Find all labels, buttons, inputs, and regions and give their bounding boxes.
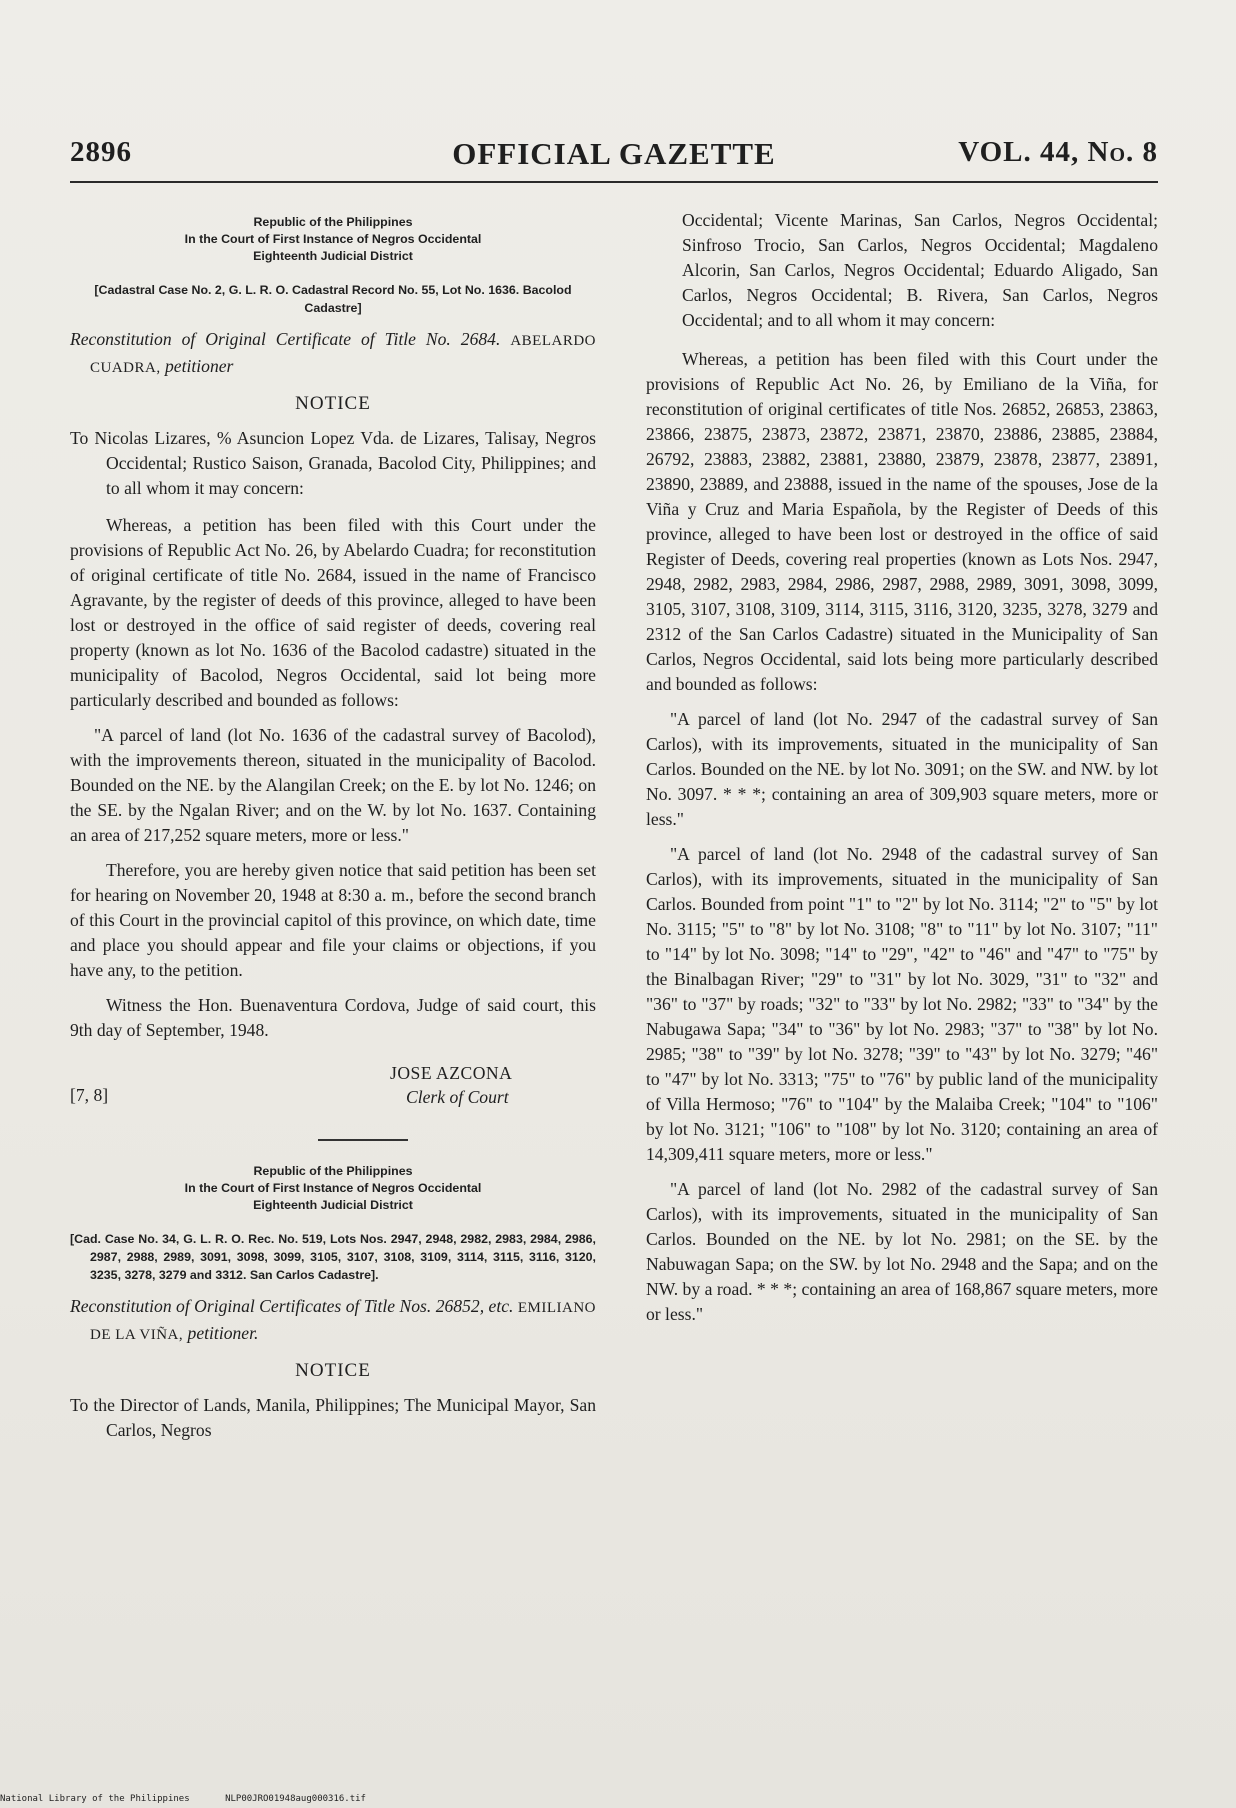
signatory-role: Clerk of Court — [406, 1087, 509, 1107]
recon-title-text: Reconstitution of Original Certificates of Title Nos. 26852, etc. — [70, 1296, 514, 1316]
paragraph: "A parcel of land (lot No. 2948 of the cadastral survey of San Carlos), with its improvements, situated in the municipality of San Carlos. Bounded from point "1" to "2" by lot No. 3114; "2" to "5" by lot No. 3115; "5" to "8" by lot No. 3108; "8" to "11" by lot No. 3107; "11" to "14" by lot No. 3098; "14" to "29", "42" to "46" and "47" to "75" by the Binalbagan River; "29" to "31" by lot No. 3029, "31" to "32" and "36" to "37" by roads; "32" to "33" by lot No. 2982; "33" to "34" by the Nabugawa Sapa; "34" to "36" by lot No. 2983; "37" to "38" by lot No. 2985; "38" to "39" by lot No. 3278; "39" to "43" by lot No. 3279; "46" to "47" by lot No. 3313; "75" to "76" by public land of the municipality of Villa Hermoso; "76" to "104" by the Malaiba Creek; "104" to "106" by lot No. 3121; "106" to "108" by lot No. 3120; containing an area of 14,309,411 square meters, more or less." — [646, 844, 1158, 1164]
library-label: National Library of the Philippines — [0, 1794, 190, 1804]
page-number: 2896 — [70, 136, 132, 168]
paragraph: Whereas, a petition has been filed with this Court under the provisions of Republic Act No. 26, by Emiliano de la Viña, for reconstitution of original certificates of title Nos. 26852, 26853, 23863, 23866, 23875, 23873, 23872, 23871, 23870, 23886, 23885, 23884, 26792, 23883, 23882, 23881, 23880, 23879, 23878, 23877, 23891, 23890, 23889, and 23888, issued in the name of the spouses, Jose de la Viña y Cruz and Maria Española, by the Register of Deeds of this province, alleged to have been lost or destroyed in the office of said Register of Deeds, covering real properties (known as Lots Nos. 2947, 2948, 2982, 2983, 2984, 2986, 2987, 2988, 2989, 3091, 3098, 3099, 3105, 3107, 3108, 3109, 3114, 3115, 3116, 3120, 3235, 3278, 3279 and 2312 of the San Carlos Cadastre) situated in the Municipality of San Carlos, Negros Occidental, said lots being more particularly described and bounded as follows: — [646, 349, 1158, 694]
header-rule — [70, 181, 1158, 183]
notice-divider — [318, 1139, 408, 1141]
issue-reference: [7, 8] — [70, 1085, 109, 1105]
court-line: In the Court of First Instance of Negros Occidental — [184, 1181, 482, 1195]
petitioner-role: petitioner. — [187, 1323, 259, 1343]
file-label: NLP00JRO01948aug000316.tif — [225, 1794, 366, 1804]
court-line: Eighteenth Judicial District — [253, 249, 413, 263]
left-column — [70, 204, 596, 1443]
paragraph: "A parcel of land (lot No. 2982 of the cadastral survey of San Carlos), with its improvements, situated in the municipality of San Carlos. Bounded on the NE. by lot No. 2981; on the SE. by the Nabuwagan Sapa; on the SW. by lot No. 2948 and the Sapa; and on the NW. by a road. * * *; containing an area of 168,867 square meters, more or less." — [646, 1179, 1158, 1324]
scan-footer — [0, 1794, 396, 1804]
notice-title-1: NOTICE — [295, 393, 371, 414]
page-header — [70, 136, 1158, 184]
right-column — [646, 208, 1158, 1337]
reconstitution-title-2 — [70, 1294, 596, 1348]
signatory-name: JOSE AZCONA — [390, 1063, 513, 1083]
paragraph: Whereas, a petition has been filed with this Court under the provisions of Republic Act No. 26, by Abelardo Cuadra; for reconstitution of original certificate of title No. 2684, issued in the name of Francisco Agravante, by the register of deeds of this province, alleged to have been lost or destroyed in the office of said register of deeds, covering real property (known as lot No. 1636 of the Bacolod cadastre) situated in the municipality of Bacolod, Negros Occidental, said lot being more particularly described and bounded as follows: — [70, 515, 596, 710]
court-heading-2 — [70, 1163, 596, 1214]
addressees-2-continued: Occidental; Vicente Marinas, San Carlos, Negros Occidental; Sinfroso Trocio, San Carlos, Negros Occidental; Magdaleno Alcorin, San Carlos, Negros Occidental; Eduardo Aligado, San Carlos, Negros Occidental; B. Rivera, San Carlos, Negros Occidental; and to all whom it may concern: — [682, 210, 1158, 330]
paragraph: Therefore, you are hereby given notice that said petition has been set for hearing on November 20, 1948 at 8:30 a. m., before the second branch of this Court in the provincial capitol of this province, on which date, time and place you should appear and file your claims or objections, if you have any, to the petition. — [70, 860, 596, 980]
notice-title-2: NOTICE — [295, 1360, 371, 1381]
court-line: Eighteenth Judicial District — [253, 1198, 413, 1212]
case-reference-2: [Cad. Case No. 34, G. L. R. O. Rec. No. 519, Lots Nos. 2947, 2948, 2982, 2983, 2984, 2986, 2987, 2988, 2989, 3091, 3098, 3099, 3105, 3107, 3108, 3109, 3114, 3115, 3116, 3120, 3235, 3278, 3279 and 3312. San Carlos Cadastre]. — [70, 1232, 596, 1282]
petitioner-name: ABELARDO CUADRA, — [90, 333, 597, 376]
paragraph: "A parcel of land (lot No. 2947 of the cadastral survey of San Carlos), with its improvements, situated in the municipality of San Carlos. Bounded on the NE. by lot No. 3091; on the SW. and NW. by lot No. 3097. * * *; containing an area of 309,903 square meters, more or less." — [646, 709, 1158, 829]
signature-block — [70, 1061, 596, 1131]
reconstitution-title-1 — [70, 327, 596, 381]
recon-title-text: Reconstitution of Original Certificate of Title No. 2684. — [70, 329, 501, 349]
petitioner-role: petitioner — [165, 356, 234, 376]
addressees-2: To the Director of Lands, Manila, Philippines; The Municipal Mayor, San Carlos, Negros — [70, 1395, 596, 1440]
petitioner-name: EMILIANO DE LA VIÑA, — [90, 1300, 596, 1343]
court-line: In the Court of First Instance of Negros Occidental — [184, 232, 482, 246]
court-line: Republic of the Philippines — [253, 215, 413, 229]
volume-number: VOL. 44, No. 8 — [958, 136, 1158, 168]
paragraph: Witness the Hon. Buenaventura Cordova, Judge of said court, this 9th day of September, 1948. — [70, 995, 596, 1040]
case-reference-1: [Cadastral Case No. 2, G. L. R. O. Cadastral Record No. 55, Lot No. 1636. Bacolod Cadastre] — [94, 283, 572, 315]
paragraph: "A parcel of land (lot No. 1636 of the cadastral survey of Bacolod), with the improvements thereon, situated in the municipality of Bacolod. Bounded on the NE. by the Alangilan Creek; on the E. by lot No. 1246; on the SE. by the Ngalan River; and on the W. by lot No. 1637. Containing an area of 217,252 square meters, more or less." — [70, 725, 596, 845]
addressees-1: To Nicolas Lizares, % Asuncion Lopez Vda. de Lizares, Talisay, Negros Occidental; Rustico Saison, Granada, Bacolod City, Philippines; and to all whom it may concern: — [70, 428, 596, 498]
court-heading-1 — [70, 214, 596, 265]
publication-title: OFFICIAL GAZETTE — [452, 136, 776, 171]
court-line: Republic of the Philippines — [253, 1164, 413, 1178]
